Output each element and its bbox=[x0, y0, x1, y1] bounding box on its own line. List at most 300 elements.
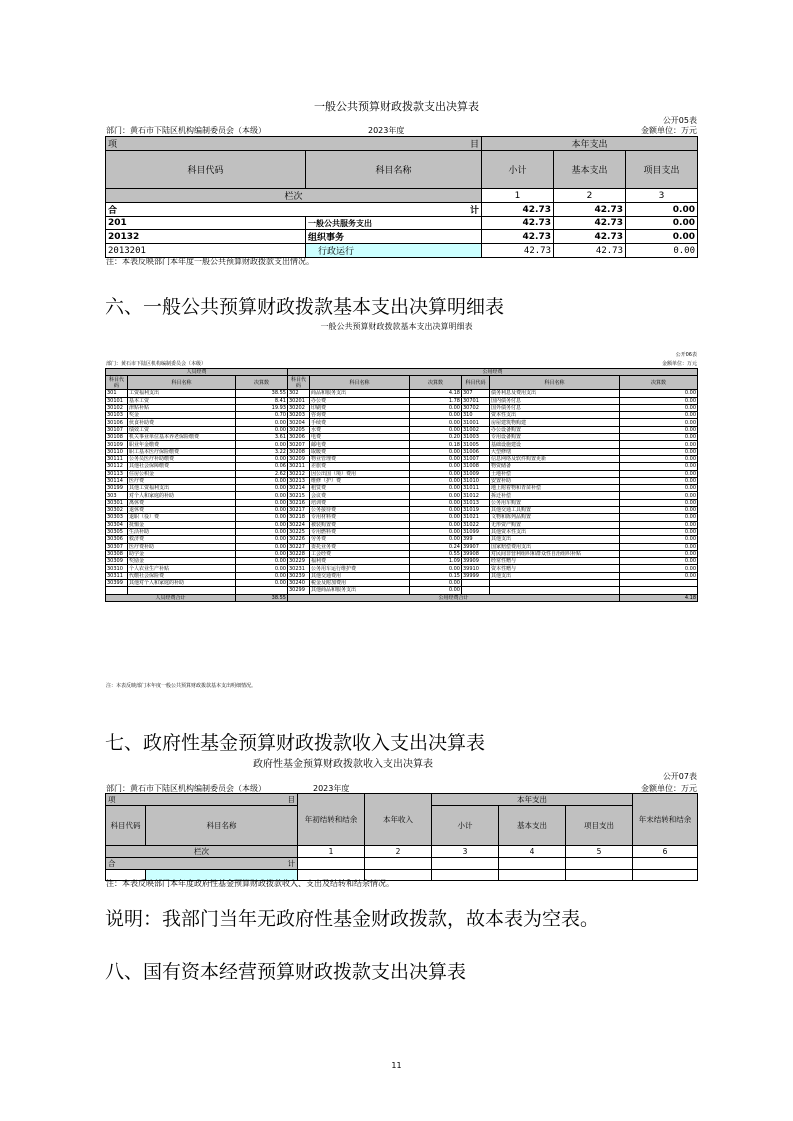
row-code: 30303 bbox=[106, 514, 128, 521]
section8-heading: 八、国有资本经营预算财政拨款支出决算表 bbox=[105, 961, 467, 983]
row-name: 会议费 bbox=[310, 492, 410, 499]
row-name: 因公出国（境）费用 bbox=[310, 470, 410, 477]
table-row bbox=[106, 426, 698, 433]
t05-total-project: 0.00 bbox=[626, 203, 698, 217]
table-row bbox=[106, 412, 698, 419]
row-value: 0.00 bbox=[620, 543, 698, 550]
t06-name-header: 科目名称 bbox=[490, 376, 620, 390]
row-value: 2.62 bbox=[236, 470, 288, 477]
table-row bbox=[106, 448, 698, 455]
row-code: 30203 bbox=[288, 412, 310, 419]
row-code: 30202 bbox=[288, 404, 310, 411]
row-value bbox=[620, 580, 698, 587]
row-value: 0.00 bbox=[236, 580, 288, 587]
row-value: 0.00 bbox=[236, 514, 288, 521]
row-value: 0.00 bbox=[410, 507, 462, 514]
row-name: 抚恤金 bbox=[128, 521, 236, 528]
row-name: 国内债务付息 bbox=[490, 397, 620, 404]
t07-total-cell bbox=[365, 858, 432, 870]
row-code: 31011 bbox=[462, 485, 490, 492]
row-name: 印刷费 bbox=[310, 404, 410, 411]
row-code: 30199 bbox=[106, 485, 128, 492]
t05-table bbox=[105, 136, 698, 258]
row-value: 1.09 bbox=[410, 558, 462, 565]
row-value: 0.00 bbox=[620, 397, 698, 404]
t05-title: 一般公共预算财政拨款支出决算表 bbox=[314, 100, 479, 113]
row-name: 绩效工资 bbox=[128, 426, 236, 433]
row-value: 19.93 bbox=[236, 404, 288, 411]
row-value: 0.00 bbox=[236, 528, 288, 535]
t05-item-header: 项 目 bbox=[106, 137, 482, 151]
row-code: 30224 bbox=[288, 521, 310, 528]
t07-col-num: 1 bbox=[298, 846, 365, 858]
table-row bbox=[106, 565, 698, 572]
row-code: 39999 bbox=[462, 572, 490, 579]
row-code: 30701 bbox=[462, 397, 490, 404]
row-value: 0.00 bbox=[620, 463, 698, 470]
row-name: 其他工资福利支出 bbox=[128, 485, 236, 492]
row-value: 0.00 bbox=[410, 470, 462, 477]
row-value: 0.00 bbox=[410, 499, 462, 506]
row-value: 0.00 bbox=[620, 528, 698, 535]
row-code: 310 bbox=[462, 412, 490, 419]
row-code: 30310 bbox=[106, 565, 128, 572]
t06-name-header: 科目名称 bbox=[310, 376, 410, 390]
row-code: 301 bbox=[106, 390, 128, 397]
t05-unit: 金额单位：万元 bbox=[641, 126, 697, 135]
row-value: 0.00 bbox=[410, 455, 462, 462]
row-code: 30702 bbox=[462, 404, 490, 411]
t06-code-header: 科目代码 bbox=[106, 376, 128, 390]
row-name: 奖金 bbox=[128, 412, 236, 419]
row-name: 水费 bbox=[310, 426, 410, 433]
row-name: 职工基本医疗保险缴费 bbox=[128, 448, 236, 455]
row-value: 0.06 bbox=[236, 463, 288, 470]
row-code: 30111 bbox=[106, 455, 128, 462]
t07-total-cell bbox=[298, 858, 365, 870]
table-row bbox=[106, 528, 698, 535]
row-value: 0.00 bbox=[410, 492, 462, 499]
t06-public-total: 4.18 bbox=[620, 594, 698, 601]
row-name: 救济费 bbox=[128, 536, 236, 543]
t05-dept: 部门：黄石市下陆区机构编制委员会（本级） bbox=[106, 126, 266, 135]
row-code: 39910 bbox=[462, 565, 490, 572]
row-name: 其他交通工具购置 bbox=[490, 507, 620, 514]
t06-code-header: 科目代码 bbox=[462, 376, 490, 390]
t07-name-header: 科目名称 bbox=[146, 806, 298, 846]
row-code: 30103 bbox=[106, 412, 128, 419]
row-name: 其他支出 bbox=[490, 572, 620, 579]
t07-empty-cell bbox=[633, 870, 698, 881]
row-code: 31005 bbox=[462, 441, 490, 448]
row-code: 30229 bbox=[288, 558, 310, 565]
row-name: 房屋建筑物购建 bbox=[490, 419, 620, 426]
t06-personnel-header: 人员经费 bbox=[106, 369, 288, 376]
t05-name-header: 科目名称 bbox=[306, 151, 482, 189]
row-name: 差旅费 bbox=[310, 463, 410, 470]
row-value: 0.00 bbox=[236, 558, 288, 565]
t07-col-num: 3 bbox=[432, 846, 499, 858]
t06-unit: 金额单位：万元 bbox=[661, 361, 697, 367]
t06-body bbox=[106, 390, 698, 594]
table-row bbox=[106, 419, 698, 426]
row-name: 医疗费补助 bbox=[128, 543, 236, 550]
table-row bbox=[106, 477, 698, 484]
row-value: 0.20 bbox=[410, 434, 462, 441]
row-name bbox=[128, 587, 236, 594]
row-code: 39907 bbox=[462, 543, 490, 550]
row-name: 地上附着物和青苗补偿 bbox=[490, 485, 620, 492]
row-name: 资本性支出 bbox=[490, 412, 620, 419]
row-code bbox=[462, 587, 490, 594]
row-code: 30304 bbox=[106, 521, 128, 528]
row-code: 30226 bbox=[288, 536, 310, 543]
row-code: 30239 bbox=[288, 572, 310, 579]
row-name: 其他交通费用 bbox=[310, 572, 410, 579]
t06-name-header: 科目名称 bbox=[128, 376, 236, 390]
table-row bbox=[106, 580, 698, 587]
row-code: 30307 bbox=[106, 543, 128, 550]
t07-subtitle: 政府性基金预算财政拨款收入支出决算表 bbox=[253, 759, 433, 770]
row-code: 399 bbox=[462, 536, 490, 543]
row-value: 0.00 bbox=[410, 580, 462, 587]
row-code: 307 bbox=[462, 390, 490, 397]
row-code: 30302 bbox=[106, 507, 128, 514]
row-code: 31002 bbox=[462, 426, 490, 433]
row-value: 0.00 bbox=[410, 536, 462, 543]
row-name: 信息网络及软件购置更新 bbox=[490, 455, 620, 462]
row-name bbox=[490, 580, 620, 587]
table-row bbox=[106, 485, 698, 492]
row-value: 0.00 bbox=[236, 565, 288, 572]
table-row bbox=[106, 441, 698, 448]
row-name: 个人农业生产补贴 bbox=[128, 565, 236, 572]
row-value: 0.00 bbox=[620, 507, 698, 514]
t07-col-num: 4 bbox=[499, 846, 566, 858]
row-code: 30112 bbox=[106, 463, 128, 470]
row-name: 其他资本性支出 bbox=[490, 528, 620, 535]
row-code bbox=[106, 587, 128, 594]
table-row bbox=[106, 558, 698, 565]
t05-project-header: 项目支出 bbox=[626, 151, 698, 189]
row-code: 30399 bbox=[106, 580, 128, 587]
row-value: 0.00 bbox=[620, 558, 698, 565]
t06-note: 注：本表反映部门本年度一般公共预算财政拨款基本支出明细情况。 bbox=[106, 683, 257, 689]
row-value: 0.00 bbox=[620, 470, 698, 477]
row-name: 公务员医疗补助缴费 bbox=[128, 455, 236, 462]
row-name: 离休费 bbox=[128, 499, 236, 506]
t07-empty-cell bbox=[566, 870, 633, 881]
row-code: 20132 bbox=[106, 230, 306, 244]
row-value: 0.00 bbox=[410, 587, 462, 594]
row-name: 委托业务费 bbox=[310, 543, 410, 550]
table-row bbox=[106, 587, 698, 594]
row-name: 其他商品和服务支出 bbox=[310, 587, 410, 594]
row-code: 30218 bbox=[288, 514, 310, 521]
row-value: 0.00 bbox=[410, 463, 462, 470]
row-code: 30106 bbox=[106, 419, 128, 426]
row-value: 0.00 bbox=[626, 217, 698, 230]
table-row bbox=[106, 434, 698, 441]
row-name: 办公设备购置 bbox=[490, 426, 620, 433]
row-value: 0.18 bbox=[410, 441, 462, 448]
explain-text: 说明：我部门当年无政府性基金财政拨款，故本表为空表。 bbox=[105, 908, 600, 930]
row-code: 30240 bbox=[288, 580, 310, 587]
row-value: 0.00 bbox=[236, 455, 288, 462]
page-number: 11 bbox=[391, 1061, 402, 1070]
row-value: 0.55 bbox=[410, 550, 462, 557]
table-row bbox=[106, 463, 698, 470]
row-name: 津贴补贴 bbox=[128, 404, 236, 411]
row-code: 30216 bbox=[288, 499, 310, 506]
table-row bbox=[106, 217, 698, 230]
table-row bbox=[106, 514, 698, 521]
t06-table bbox=[105, 368, 698, 602]
row-name: 住房公积金 bbox=[128, 470, 236, 477]
t07-col-num: 2 bbox=[365, 846, 432, 858]
row-value: 0.00 bbox=[620, 492, 698, 499]
row-code: 30225 bbox=[288, 528, 310, 535]
row-value: 0.00 bbox=[410, 514, 462, 521]
row-value: 0.00 bbox=[410, 485, 462, 492]
row-name: 基本工资 bbox=[128, 397, 236, 404]
table-row bbox=[106, 404, 698, 411]
t07-year: 2023年度 bbox=[313, 784, 350, 793]
row-name: 培训费 bbox=[310, 499, 410, 506]
t07-total-cell bbox=[499, 858, 566, 870]
row-code: 31003 bbox=[462, 434, 490, 441]
row-value: 3.61 bbox=[236, 434, 288, 441]
row-name: 基础设施建设 bbox=[490, 441, 620, 448]
row-code: 30107 bbox=[106, 426, 128, 433]
row-code: 31099 bbox=[462, 528, 490, 535]
row-name: 退休费 bbox=[128, 507, 236, 514]
row-value: 0.00 bbox=[620, 441, 698, 448]
row-code: 30306 bbox=[106, 536, 128, 543]
row-name: 行政运行 bbox=[306, 244, 482, 258]
row-value: 0.00 bbox=[620, 499, 698, 506]
t07-total-cell bbox=[432, 858, 499, 870]
row-code: 31008 bbox=[462, 463, 490, 470]
row-code: 30109 bbox=[106, 441, 128, 448]
t07-dept: 部门：黄石市下陆区机构编制委员会（本级） bbox=[106, 784, 266, 793]
row-code: 30213 bbox=[288, 477, 310, 484]
row-value: 4.18 bbox=[410, 390, 462, 397]
row-value: 0.00 bbox=[620, 514, 698, 521]
table-row bbox=[106, 390, 698, 397]
t06-amount-header: 决算数 bbox=[236, 376, 288, 390]
row-name: 国外债务付息 bbox=[490, 404, 620, 411]
row-value: 0.00 bbox=[410, 426, 462, 433]
row-code: 31013 bbox=[462, 499, 490, 506]
row-value: 0.00 bbox=[620, 536, 698, 543]
row-name bbox=[490, 587, 620, 594]
row-name: 公务接待费 bbox=[310, 507, 410, 514]
table-row bbox=[106, 492, 698, 499]
row-name: 专用设备购置 bbox=[490, 434, 620, 441]
row-code: 30305 bbox=[106, 528, 128, 535]
row-name: 经常性赠与 bbox=[490, 558, 620, 565]
row-name: 税金及附加费用 bbox=[310, 580, 410, 587]
t06-dept: 部门：黄石市下陆区机构编制委员会（本级） bbox=[106, 361, 207, 367]
row-value: 0.00 bbox=[620, 419, 698, 426]
row-value: 0.00 bbox=[410, 528, 462, 535]
row-name: 代缴社会保险费 bbox=[128, 572, 236, 579]
row-value: 0.00 bbox=[236, 492, 288, 499]
t05-col-num: 3 bbox=[626, 189, 698, 203]
row-code: 31009 bbox=[462, 470, 490, 477]
row-value: 0.00 bbox=[410, 565, 462, 572]
t07-current-header: 本年支出 bbox=[432, 794, 633, 806]
row-value: 0.00 bbox=[410, 521, 462, 528]
t05-code: 公开05表 bbox=[662, 116, 697, 125]
row-name: 组织事务 bbox=[306, 230, 482, 244]
row-value: 0.00 bbox=[236, 543, 288, 550]
row-name: 无形资产购置 bbox=[490, 521, 620, 528]
row-code: 30231 bbox=[288, 565, 310, 572]
row-value: 42.73 bbox=[554, 217, 626, 230]
row-value: 0.00 bbox=[620, 455, 698, 462]
t07-table bbox=[105, 793, 698, 881]
table-row bbox=[106, 543, 698, 550]
row-code: 30217 bbox=[288, 507, 310, 514]
t07-unit: 金额单位：万元 bbox=[641, 784, 697, 793]
t07-col-label: 栏次 bbox=[106, 846, 298, 858]
table-row bbox=[106, 470, 698, 477]
row-value: 0.00 bbox=[236, 419, 288, 426]
t06-personnel-total-label: 人员经费合计 bbox=[106, 594, 236, 601]
row-name: 对民间非营利组织和群众性自治组织补贴 bbox=[490, 550, 620, 557]
row-value: 0.00 bbox=[620, 448, 698, 455]
row-code: 31021 bbox=[462, 514, 490, 521]
row-code: 39908 bbox=[462, 550, 490, 557]
row-code: 30308 bbox=[106, 550, 128, 557]
row-value: 0.00 bbox=[626, 230, 698, 244]
t05-basic-header: 基本支出 bbox=[554, 151, 626, 189]
row-code: 31012 bbox=[462, 492, 490, 499]
t05-subtotal-header: 小计 bbox=[482, 151, 554, 189]
row-value: 42.73 bbox=[482, 217, 554, 230]
t06-public-total-label: 公用经费合计 bbox=[288, 594, 620, 601]
row-name: 公务用车购置 bbox=[490, 499, 620, 506]
row-code: 30102 bbox=[106, 404, 128, 411]
t06-public-header: 公用经费 bbox=[288, 369, 698, 376]
row-value: 0.00 bbox=[620, 390, 698, 397]
row-code: 30212 bbox=[288, 470, 310, 477]
t07-col-num: 6 bbox=[633, 846, 698, 858]
t05-total-basic: 42.73 bbox=[554, 203, 626, 217]
row-code: 30207 bbox=[288, 441, 310, 448]
row-value: 0.00 bbox=[236, 441, 288, 448]
row-name: 物业管理费 bbox=[310, 455, 410, 462]
t05-current-header: 本年支出 bbox=[482, 137, 698, 151]
row-name: 伙食补助费 bbox=[128, 419, 236, 426]
row-name: 土地补偿 bbox=[490, 470, 620, 477]
row-value: 0.00 bbox=[236, 507, 288, 514]
row-code: 30309 bbox=[106, 558, 128, 565]
section6-heading: 六、一般公共预算财政拨款基本支出决算明细表 bbox=[105, 296, 505, 318]
t07-begin-header: 年初结转和结余 bbox=[298, 794, 365, 846]
row-value: 0.00 bbox=[236, 521, 288, 528]
row-value: 0.00 bbox=[410, 404, 462, 411]
row-code: 2013201 bbox=[106, 244, 306, 258]
row-value: 0.00 bbox=[410, 419, 462, 426]
row-code: 31007 bbox=[462, 455, 490, 462]
row-name: 职业年金缴费 bbox=[128, 441, 236, 448]
t05-total-subtotal: 42.73 bbox=[482, 203, 554, 217]
row-code: 31019 bbox=[462, 507, 490, 514]
t07-item-header: 项 目 bbox=[106, 794, 298, 806]
row-code: 30214 bbox=[288, 485, 310, 492]
row-name: 机关事业单位基本养老保险缴费 bbox=[128, 434, 236, 441]
row-code: 201 bbox=[106, 217, 306, 230]
row-name: 其他支出 bbox=[490, 536, 620, 543]
row-value: 1.78 bbox=[410, 397, 462, 404]
row-value: 0.24 bbox=[410, 543, 462, 550]
t05-col-num: 1 bbox=[482, 189, 554, 203]
row-name: 安置补助 bbox=[490, 477, 620, 484]
row-value: 0.00 bbox=[410, 448, 462, 455]
row-name: 手续费 bbox=[310, 419, 410, 426]
row-value: 0.00 bbox=[236, 550, 288, 557]
t07-empty-cell bbox=[499, 870, 566, 881]
t07-total-cell bbox=[633, 858, 698, 870]
table-row bbox=[106, 397, 698, 404]
row-value: 0.00 bbox=[236, 572, 288, 579]
table-row bbox=[106, 572, 698, 579]
row-name: 其他对个人和家庭的补助 bbox=[128, 580, 236, 587]
t06-subtitle: 一般公共预算财政拨款基本支出决算明细表 bbox=[320, 322, 473, 331]
row-code: 30211 bbox=[288, 463, 310, 470]
row-name: 咨询费 bbox=[310, 412, 410, 419]
t06-code-header: 科目代码 bbox=[288, 376, 310, 390]
row-value: 42.73 bbox=[554, 230, 626, 244]
row-value: 0.00 bbox=[236, 499, 288, 506]
t07-col-num: 5 bbox=[566, 846, 633, 858]
row-value: 3.22 bbox=[236, 448, 288, 455]
row-code: 30204 bbox=[288, 419, 310, 426]
row-value: 0.00 bbox=[620, 477, 698, 484]
row-code: 302 bbox=[288, 390, 310, 397]
row-value: 0.00 bbox=[236, 426, 288, 433]
row-code bbox=[462, 580, 490, 587]
row-value: 0.00 bbox=[236, 485, 288, 492]
row-value: 0.00 bbox=[620, 434, 698, 441]
row-name: 劳务费 bbox=[310, 536, 410, 543]
row-code: 30108 bbox=[106, 434, 128, 441]
t07-total-cell bbox=[566, 858, 633, 870]
row-name: 文物和陈列品购置 bbox=[490, 514, 620, 521]
section7-heading: 七、政府性基金预算财政拨款收入支出决算表 bbox=[105, 732, 486, 754]
row-name: 租赁费 bbox=[310, 485, 410, 492]
t07-end-header: 年末结转和结余 bbox=[633, 794, 698, 846]
row-name: 办公费 bbox=[310, 397, 410, 404]
row-name: 公务用车运行维护费 bbox=[310, 565, 410, 572]
t05-total-label: 合 计 bbox=[106, 203, 482, 217]
row-value: 0.00 bbox=[620, 550, 698, 557]
row-value: 0.00 bbox=[620, 426, 698, 433]
row-value: 0.70 bbox=[236, 412, 288, 419]
row-code: 303 bbox=[106, 492, 128, 499]
t07-empty-cell bbox=[432, 870, 499, 881]
row-value: 0.00 bbox=[620, 572, 698, 579]
table-row bbox=[106, 550, 698, 557]
row-code: 30101 bbox=[106, 397, 128, 404]
t07-income-header: 本年收入 bbox=[365, 794, 432, 846]
row-value: 0.00 bbox=[236, 477, 288, 484]
row-code: 30110 bbox=[106, 448, 128, 455]
row-name: 工资福利支出 bbox=[128, 390, 236, 397]
